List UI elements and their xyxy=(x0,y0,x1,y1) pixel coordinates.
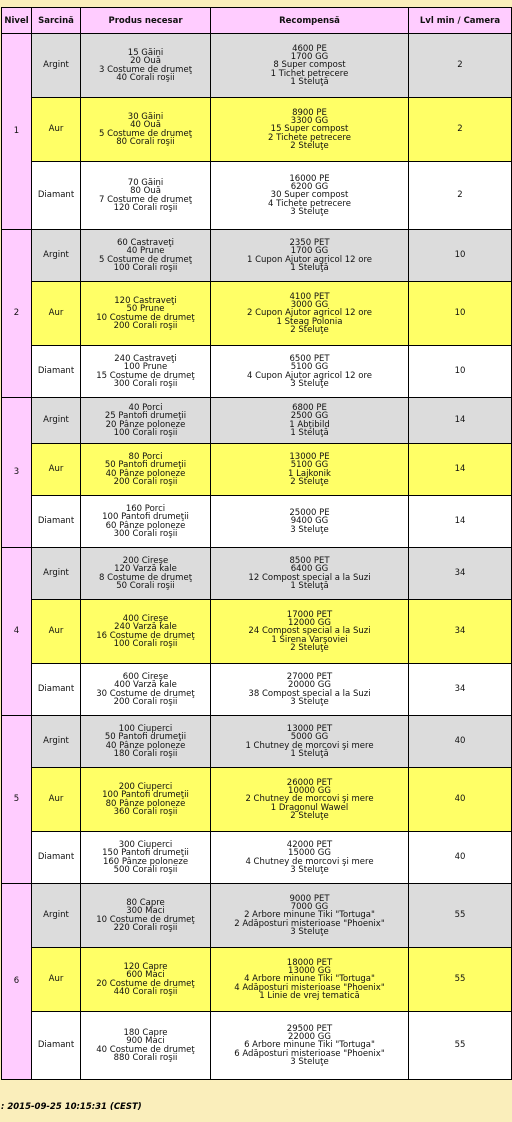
recompensa-line: 10000 GG xyxy=(288,786,331,797)
lvl-cell: 34 xyxy=(409,600,512,664)
produs-line: 40 Pânze poloneze xyxy=(105,740,186,751)
produs-line: 100 Corali roşii xyxy=(113,427,178,438)
produs-line: 40 Porci xyxy=(128,403,163,414)
produs-line: 80 Capre xyxy=(126,898,165,909)
produs-line: 16 Costume de drumeţ xyxy=(96,630,195,641)
nivel-cell: 3 xyxy=(2,398,32,548)
produs-line: 10 Costume de drumeţ xyxy=(96,312,195,323)
lvl-cell: 40 xyxy=(409,832,512,884)
sarcina-cell: Aur xyxy=(32,948,81,1012)
produs-line: 100 Pantofi drumeţii xyxy=(102,512,189,523)
recompensa-line: 29500 PET xyxy=(286,1024,333,1035)
produs-cell xyxy=(81,230,211,282)
recompensa-line: 8500 PET xyxy=(289,556,330,567)
lvl-cell: 10 xyxy=(409,230,512,282)
recompensa-line: 13000 GG xyxy=(288,966,331,977)
table-row xyxy=(2,162,512,230)
produs-line: 360 Corali roşii xyxy=(113,806,178,817)
produs-line: 80 Porci xyxy=(128,452,163,463)
produs-cell xyxy=(81,832,211,884)
recompensa-line: 1 Abţibild xyxy=(289,419,330,430)
produs-line: 100 Prune xyxy=(123,362,168,373)
produs-cell xyxy=(81,444,211,496)
recompensa-line: 4 Tichete petrecere xyxy=(268,198,351,209)
recompensa-cell xyxy=(211,34,409,98)
produs-line: 40 Pânze poloneze xyxy=(105,468,186,479)
sarcina-cell: Argint xyxy=(32,34,81,98)
recompensa-line: 2350 PET xyxy=(289,238,330,249)
recompensa-line: 9000 PET xyxy=(289,894,330,905)
lvl-cell: 40 xyxy=(409,716,512,768)
recompensa-line: 4 Chutney de morcovi şi mere xyxy=(245,856,374,867)
recompensa-line: 3000 GG xyxy=(290,300,329,311)
recompensa-cell xyxy=(211,98,409,162)
sarcina-cell: Diamant xyxy=(32,664,81,716)
header-lvl: Lvl min / Camera xyxy=(409,8,512,34)
lvl-cell: 10 xyxy=(409,346,512,398)
recompensa-cell xyxy=(211,230,409,282)
recompensa-line: 3 Steluţe xyxy=(290,864,329,875)
produs-cell xyxy=(81,884,211,948)
recompensa-line: 2 Arbore minune Tiki "Tortuga" xyxy=(244,910,375,921)
sarcina-cell: Argint xyxy=(32,884,81,948)
produs-line: 100 Corali roşii xyxy=(113,638,178,649)
recompensa-line: 1 Cupon Ajutor agricol 12 ore xyxy=(246,254,373,265)
recompensa-line: 7000 GG xyxy=(290,902,329,913)
produs-cell xyxy=(81,282,211,346)
recompensa-line: 6800 PE xyxy=(292,403,327,414)
sarcina-cell: Argint xyxy=(32,230,81,282)
produs-cell xyxy=(81,162,211,230)
recompensa-line: 1 Steluţă xyxy=(290,580,329,591)
lvl-cell: 34 xyxy=(409,664,512,716)
nivel-cell: 5 xyxy=(2,716,32,884)
produs-cell xyxy=(81,398,211,444)
recompensa-line: 24 Compost special a la Suzi xyxy=(248,626,371,637)
produs-line: 200 Ciuperci xyxy=(118,782,173,793)
produs-line: 60 Castraveţi xyxy=(116,238,175,249)
recompensa-line: 2 Cupon Ajutor agricol 12 ore xyxy=(246,308,373,319)
timestamp-footer: : 2015-09-25 10:15:31 (CEST) xyxy=(1,1102,142,1112)
produs-line: 120 Castraveţi xyxy=(114,296,177,307)
recompensa-cell xyxy=(211,664,409,716)
recompensa-line: 1 Steluţă xyxy=(290,748,329,759)
nivel-cell: 4 xyxy=(2,548,32,716)
nivel-cell: 2 xyxy=(2,230,32,398)
produs-line: 5 Costume de drumeţ xyxy=(98,128,193,139)
produs-line: 70 Găini xyxy=(127,178,164,189)
recompensa-line: 17000 PET xyxy=(286,610,333,621)
table-row xyxy=(2,832,512,884)
recompensa-line: 2 Steluţe xyxy=(290,324,329,335)
recompensa-cell xyxy=(211,832,409,884)
lvl-cell: 10 xyxy=(409,282,512,346)
recompensa-line: 5100 GG xyxy=(290,362,329,373)
produs-line: 300 Corali roşii xyxy=(113,378,178,389)
produs-line: 100 Pantofi drumeţii xyxy=(102,790,189,801)
recompensa-line: 6400 GG xyxy=(290,564,329,575)
recompensa-line: 2 Steluţe xyxy=(290,810,329,821)
produs-cell xyxy=(81,948,211,1012)
header-nivel: Nivel xyxy=(2,8,32,34)
produs-line: 8 Costume de drumeţ xyxy=(98,572,193,583)
produs-line: 200 Corali roşii xyxy=(113,320,178,331)
sarcina-cell: Aur xyxy=(32,600,81,664)
produs-line: 15 Costume de drumeţ xyxy=(96,370,195,381)
recompensa-line: 2 Steluţe xyxy=(290,140,329,151)
produs-line: 50 Prune xyxy=(126,304,165,315)
table-header-row xyxy=(2,8,512,34)
recompensa-line: 1700 GG xyxy=(290,52,329,63)
recompensa-line: 6 Arbore minune Tiki "Tortuga" xyxy=(244,1040,375,1051)
sarcina-cell: Argint xyxy=(32,398,81,444)
lvl-cell: 55 xyxy=(409,884,512,948)
table-row xyxy=(2,398,512,444)
sarcina-cell: Aur xyxy=(32,282,81,346)
header-sarcina: Sarcină xyxy=(32,8,81,34)
produs-cell xyxy=(81,496,211,548)
recompensa-cell xyxy=(211,398,409,444)
recompensa-line: 18000 PET xyxy=(286,958,333,969)
recompensa-line: 1 Lajkonik xyxy=(288,468,331,479)
produs-line: 400 Cireşe xyxy=(122,614,169,625)
lvl-cell: 2 xyxy=(409,98,512,162)
recompensa-line: 4 Cupon Ajutor agricol 12 ore xyxy=(246,370,373,381)
recompensa-line: 3 Steluţe xyxy=(290,206,329,217)
lvl-cell: 40 xyxy=(409,768,512,832)
produs-line: 15 Găini xyxy=(127,48,164,59)
recompensa-line: 3 Steluţe xyxy=(290,524,329,535)
recompensa-line: 5100 GG xyxy=(290,460,329,471)
sarcina-cell: Argint xyxy=(32,548,81,600)
table-row xyxy=(2,346,512,398)
recompensa-cell xyxy=(211,948,409,1012)
produs-line: 220 Corali roşii xyxy=(113,922,178,933)
produs-line: 180 Capre xyxy=(123,1028,168,1039)
recompensa-line: 2 Tichete petrecere xyxy=(268,132,351,143)
produs-line: 20 Ouă xyxy=(130,56,161,67)
sarcina-cell: Aur xyxy=(32,98,81,162)
produs-cell xyxy=(81,768,211,832)
recompensa-cell xyxy=(211,716,409,768)
lvl-cell: 34 xyxy=(409,548,512,600)
produs-line: 40 Ouă xyxy=(130,120,161,131)
recompensa-line: 4100 PET xyxy=(289,292,330,303)
recompensa-line: 38 Compost special a la Suzi xyxy=(248,688,371,699)
recompensa-line: 8900 PE xyxy=(292,108,327,119)
produs-line: 120 Corali roşii xyxy=(113,202,178,213)
table-row xyxy=(2,768,512,832)
produs-line: 400 Varză kale xyxy=(114,680,177,691)
produs-line: 100 Ciuperci xyxy=(118,724,173,735)
sarcina-cell: Argint xyxy=(32,716,81,768)
recompensa-cell xyxy=(211,346,409,398)
header-produs: Produs necesar xyxy=(81,8,211,34)
recompensa-line: 27000 PET xyxy=(286,672,333,683)
recompensa-line: 1 Steluţă xyxy=(290,76,329,87)
recompensa-line: 2 Chutney de morcovi şi mere xyxy=(245,794,374,805)
produs-line: 80 Ouă xyxy=(130,186,161,197)
produs-line: 440 Corali roşii xyxy=(113,986,178,997)
recompensa-line: 4 Adăposturi misterioase "Phoenix" xyxy=(234,982,385,993)
sarcina-cell: Diamant xyxy=(32,346,81,398)
recompensa-line: 2 Steluţe xyxy=(290,476,329,487)
recompensa-line: 6200 GG xyxy=(290,182,329,193)
produs-line: 80 Corali roşii xyxy=(116,136,175,147)
header-recompensa: Recompensă xyxy=(211,8,409,34)
recompensa-line: 13000 PET xyxy=(286,724,333,735)
sarcina-cell: Diamant xyxy=(32,832,81,884)
table-row xyxy=(2,600,512,664)
lvl-cell: 55 xyxy=(409,948,512,1012)
lvl-cell: 14 xyxy=(409,444,512,496)
recompensa-cell xyxy=(211,496,409,548)
table-row xyxy=(2,1012,512,1080)
recompensa-line: 30 Super compost xyxy=(270,190,349,201)
produs-line: 7 Costume de drumeţ xyxy=(98,194,193,205)
table-row xyxy=(2,34,512,98)
recompensa-line: 9400 GG xyxy=(290,516,329,527)
table-row xyxy=(2,716,512,768)
produs-line: 50 Pantofi drumeţii xyxy=(104,732,187,743)
recompensa-line: 15000 GG xyxy=(288,848,331,859)
produs-line: 300 Ciuperci xyxy=(118,840,173,851)
produs-line: 40 Corali roşii xyxy=(116,72,175,83)
produs-cell xyxy=(81,98,211,162)
recompensa-cell xyxy=(211,162,409,230)
rewards-table xyxy=(1,7,512,1080)
produs-line: 600 Cireşe xyxy=(122,672,169,683)
recompensa-line: 3 Steluţe xyxy=(290,696,329,707)
produs-line: 10 Costume de drumeţ xyxy=(96,914,195,925)
sarcina-cell: Diamant xyxy=(32,162,81,230)
recompensa-line: 1 Tichet petrecere xyxy=(270,68,349,79)
nivel-cell: 6 xyxy=(2,884,32,1080)
table-body xyxy=(2,34,512,1080)
table-row xyxy=(2,98,512,162)
produs-cell xyxy=(81,716,211,768)
recompensa-line: 13000 PE xyxy=(289,452,330,463)
produs-line: 50 Pantofi drumeţii xyxy=(104,460,187,471)
produs-cell xyxy=(81,548,211,600)
produs-cell xyxy=(81,1012,211,1080)
recompensa-line: 1 Steluţă xyxy=(290,427,329,438)
recompensa-cell xyxy=(211,600,409,664)
recompensa-line: 6 Adăposturi misterioase "Phoenix" xyxy=(234,1048,385,1059)
produs-line: 300 Corali roşii xyxy=(113,528,178,539)
produs-line: 600 Maci xyxy=(126,970,165,981)
recompensa-line: 3300 GG xyxy=(290,116,329,127)
produs-line: 160 Porci xyxy=(125,504,166,515)
produs-cell xyxy=(81,600,211,664)
produs-line: 240 Varză kale xyxy=(114,622,177,633)
produs-line: 40 Costume de drumeţ xyxy=(96,1044,195,1055)
recompensa-line: 15 Super compost xyxy=(270,124,349,135)
recompensa-line: 1700 GG xyxy=(290,246,329,257)
produs-line: 160 Pânze poloneze xyxy=(102,856,189,867)
recompensa-line: 1 Steluţă xyxy=(290,262,329,273)
produs-line: 120 Varză kale xyxy=(114,564,177,575)
recompensa-cell xyxy=(211,444,409,496)
produs-line: 500 Corali roşii xyxy=(113,864,178,875)
recompensa-line: 16000 PE xyxy=(289,174,330,185)
lvl-cell: 2 xyxy=(409,162,512,230)
table-row xyxy=(2,444,512,496)
table-row xyxy=(2,496,512,548)
produs-line: 200 Corali roşii xyxy=(113,696,178,707)
sarcina-cell: Aur xyxy=(32,444,81,496)
lvl-cell: 2 xyxy=(409,34,512,98)
recompensa-line: 20000 GG xyxy=(288,680,331,691)
produs-cell xyxy=(81,346,211,398)
produs-cell xyxy=(81,664,211,716)
produs-line: 300 Maci xyxy=(126,906,165,917)
produs-cell xyxy=(81,34,211,98)
produs-line: 40 Prune xyxy=(126,246,165,257)
recompensa-line: 4 Arbore minune Tiki "Tortuga" xyxy=(244,974,375,985)
recompensa-line: 22000 GG xyxy=(288,1032,331,1043)
lvl-cell: 14 xyxy=(409,496,512,548)
recompensa-line: 3 Steluţe xyxy=(290,378,329,389)
produs-line: 120 Capre xyxy=(123,962,168,973)
recompensa-line: 42000 PET xyxy=(286,840,333,851)
recompensa-line: 1 Linie de vrej tematică xyxy=(259,990,360,1001)
produs-line: 30 Găini xyxy=(127,112,164,123)
produs-line: 240 Castraveţi xyxy=(114,354,177,365)
produs-line: 30 Costume de drumeţ xyxy=(96,688,195,699)
table-row xyxy=(2,664,512,716)
sarcina-cell: Diamant xyxy=(32,496,81,548)
table-row xyxy=(2,282,512,346)
recompensa-line: 1 Sirena Varşoviei xyxy=(271,634,348,645)
recompensa-line: 4600 PE xyxy=(292,44,327,55)
recompensa-cell xyxy=(211,282,409,346)
recompensa-line: 26000 PET xyxy=(286,778,333,789)
produs-line: 880 Corali roşii xyxy=(113,1052,178,1063)
produs-line: 60 Pânze poloneze xyxy=(105,520,186,531)
table-row xyxy=(2,230,512,282)
recompensa-line: 3 Steluţe xyxy=(290,1056,329,1067)
produs-line: 900 Maci xyxy=(126,1036,165,1047)
produs-line: 25 Pantofi drumeţii xyxy=(104,411,187,422)
table-row xyxy=(2,884,512,948)
produs-line: 5 Costume de drumeţ xyxy=(98,254,193,265)
recompensa-cell xyxy=(211,768,409,832)
recompensa-line: 5000 GG xyxy=(290,732,329,743)
produs-line: 20 Costume de drumeţ xyxy=(96,978,195,989)
produs-line: 100 Corali roşii xyxy=(113,262,178,273)
produs-line: 200 Cireşe xyxy=(122,556,169,567)
recompensa-cell xyxy=(211,548,409,600)
recompensa-line: 1 Steag Polonia xyxy=(276,316,343,327)
recompensa-line: 1 Dragonul Wawel xyxy=(270,802,349,813)
sarcina-cell: Diamant xyxy=(32,1012,81,1080)
produs-line: 200 Corali roşii xyxy=(113,476,178,487)
produs-line: 150 Pantofi drumeţii xyxy=(102,848,189,859)
recompensa-line: 2500 GG xyxy=(290,411,329,422)
produs-line: 3 Costume de drumeţ xyxy=(98,64,193,75)
recompensa-cell xyxy=(211,1012,409,1080)
produs-line: 180 Corali roşii xyxy=(113,748,178,759)
recompensa-line: 3 Steluţe xyxy=(290,926,329,937)
recompensa-line: 8 Super compost xyxy=(273,60,346,71)
recompensa-line: 12 Compost special a la Suzi xyxy=(248,572,371,583)
recompensa-line: 2 Adăposturi misterioase "Phoenix" xyxy=(234,918,385,929)
lvl-cell: 55 xyxy=(409,1012,512,1080)
lvl-cell: 14 xyxy=(409,398,512,444)
recompensa-cell xyxy=(211,884,409,948)
recompensa-line: 2 Steluţe xyxy=(290,642,329,653)
sarcina-cell: Aur xyxy=(32,768,81,832)
produs-line: 20 Pânze poloneze xyxy=(105,419,186,430)
table-row xyxy=(2,948,512,1012)
produs-line: 80 Pânze poloneze xyxy=(105,798,186,809)
recompensa-line: 25000 PE xyxy=(289,508,330,519)
recompensa-line: 12000 GG xyxy=(288,618,331,629)
produs-line: 50 Corali roşii xyxy=(116,580,175,591)
table-row xyxy=(2,548,512,600)
recompensa-line: 1 Chutney de morcovi şi mere xyxy=(245,740,374,751)
nivel-cell: 1 xyxy=(2,34,32,230)
recompensa-line: 6500 PET xyxy=(289,354,330,365)
